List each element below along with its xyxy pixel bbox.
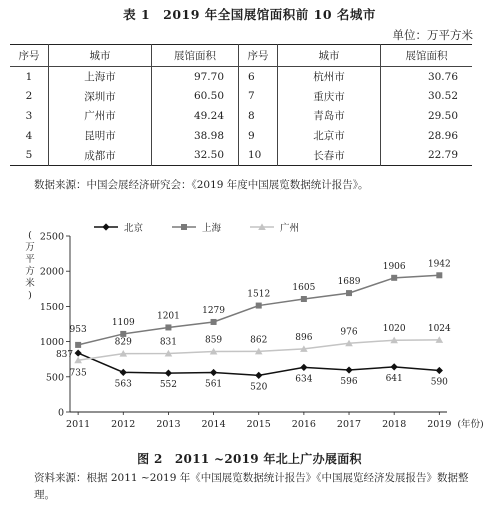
x-tick-label: 2013 — [156, 419, 181, 430]
data-label: 1605 — [292, 283, 316, 294]
header-rank-a: 序号 — [10, 45, 49, 67]
x-tick-label: 2018 — [382, 419, 407, 430]
data-point — [255, 372, 262, 379]
legend-label: 广州 — [280, 223, 300, 234]
data-point — [436, 272, 442, 278]
unit-label: 单位：万平方米 — [392, 28, 473, 42]
cell-city: 成都市 — [49, 145, 152, 165]
header-area-b: 展馆面积 — [381, 45, 473, 67]
cell-rank: 5 — [10, 145, 49, 165]
x-tick-label: 2019 — [427, 419, 452, 430]
y-tick-label: 1000 — [39, 337, 64, 349]
data-point — [391, 275, 397, 281]
data-label: 596 — [340, 377, 358, 388]
data-label: 896 — [295, 332, 313, 343]
data-point — [211, 319, 217, 325]
table-row — [10, 67, 472, 87]
table-header-row — [10, 45, 472, 67]
data-label: 1906 — [382, 261, 406, 272]
cell-rank: 7 — [239, 87, 278, 107]
data-label: 1689 — [337, 277, 361, 288]
data-label: 641 — [385, 373, 403, 384]
cell-city: 青岛市 — [278, 106, 381, 126]
data-point — [210, 369, 217, 376]
cell-city: 重庆市 — [278, 87, 381, 107]
table-title: 表 1 2019 年全国展馆面积前 10 名城市 — [123, 7, 376, 22]
data-point — [256, 303, 262, 309]
x-tick-label: 2014 — [201, 419, 226, 430]
data-point — [75, 349, 82, 356]
data-label: 563 — [114, 379, 132, 390]
y-tick-label: 2500 — [39, 231, 64, 243]
data-point — [165, 370, 172, 377]
cell-rank: 4 — [10, 126, 49, 146]
data-point — [301, 296, 307, 302]
cell-area: 32.50 — [152, 145, 239, 165]
header-rank-b: 序号 — [239, 45, 278, 67]
cell-area: 38.98 — [152, 126, 239, 146]
data-label: 976 — [340, 327, 358, 338]
chart-axes — [25, 230, 484, 430]
data-label: 859 — [204, 335, 223, 346]
x-tick-label: 2012 — [111, 419, 136, 430]
data-point — [120, 369, 127, 376]
data-point — [181, 224, 187, 230]
y-tick-label: 2000 — [39, 266, 64, 278]
data-point — [165, 324, 171, 330]
cell-rank: 6 — [239, 67, 278, 87]
data-point — [75, 342, 81, 348]
data-point — [346, 290, 352, 296]
cell-area: 22.79 — [427, 149, 458, 162]
x-tick-label: 2011 — [66, 419, 91, 430]
figure-source-note: 资料来源：根据 2011 ~2019 年《中国展览数据统计报告》《中国展览经济发展报告》数据整理。 — [34, 472, 469, 501]
cell-area: 30.76 — [427, 70, 458, 83]
table-row — [10, 145, 472, 165]
data-point — [102, 223, 109, 230]
cell-city: 深圳市 — [49, 87, 152, 107]
x-tick-label: 2015 — [246, 419, 271, 430]
cell-rank: 1 — [10, 67, 49, 87]
cell-rank: 3 — [10, 106, 49, 126]
data-label: 1024 — [427, 323, 451, 334]
table-row — [10, 87, 472, 107]
cell-area: 97.70 — [152, 67, 239, 87]
data-label: 1512 — [247, 289, 271, 300]
data-label: 590 — [430, 377, 448, 388]
y-tick-label: 1500 — [39, 301, 64, 313]
cell-city: 北京市 — [278, 126, 381, 146]
cell-area: 29.50 — [427, 109, 458, 122]
data-point — [436, 367, 443, 374]
cell-city: 杭州市 — [278, 67, 381, 87]
data-label: 831 — [159, 337, 178, 348]
header-city-b: 城市 — [278, 45, 381, 67]
y-axis-label: (万平方米) — [25, 230, 35, 301]
data-label: 1201 — [156, 311, 180, 322]
cell-city: 昆明市 — [49, 126, 152, 146]
header-area-a: 展馆面积 — [152, 45, 239, 67]
data-label: 829 — [114, 337, 132, 348]
data-label: 552 — [159, 380, 178, 391]
data-label: 1109 — [111, 317, 135, 328]
cell-area: 49.24 — [152, 106, 239, 126]
ranking-table — [10, 44, 472, 166]
legend-label: 北京 — [124, 223, 144, 234]
figure-caption: 图 2 2011 ~2019 年北上广办展面积 — [137, 452, 362, 466]
data-label: 1942 — [427, 259, 451, 270]
table-row — [10, 126, 472, 146]
legend-label: 上海 — [202, 223, 222, 234]
x-tick-label: 2017 — [336, 419, 362, 430]
cell-rank: 8 — [239, 106, 278, 126]
x-axis-label: (年份) — [457, 419, 484, 430]
cell-city: 广州市 — [49, 106, 152, 126]
table-row — [10, 106, 472, 126]
data-label: 862 — [250, 335, 268, 346]
data-point — [345, 366, 352, 373]
y-tick-label: 0 — [57, 407, 64, 419]
cell-city: 上海市 — [49, 67, 152, 87]
data-point — [391, 363, 398, 370]
chart-legend — [94, 222, 299, 234]
cell-area: 30.52 — [427, 90, 458, 103]
table-source-note: 数据来源：中国会展经济研究会：《2019 年度中国展览数据统计报告》。 — [34, 179, 369, 191]
cell-rank: 10 — [239, 145, 278, 165]
table-body — [10, 67, 472, 166]
series-0 — [56, 349, 448, 392]
data-label: 520 — [250, 382, 268, 393]
data-label: 1020 — [382, 324, 406, 335]
data-label: 735 — [69, 368, 87, 379]
data-label: 1279 — [202, 305, 226, 316]
data-point — [120, 331, 126, 337]
data-label: 837 — [55, 350, 74, 361]
cell-rank: 9 — [239, 126, 278, 146]
header-city-a: 城市 — [49, 45, 152, 67]
cell-city: 长春市 — [278, 145, 381, 165]
cell-area: 60.50 — [152, 87, 239, 107]
line-chart — [0, 206, 499, 446]
data-label: 953 — [69, 324, 87, 335]
data-label: 634 — [295, 374, 313, 385]
cell-rank: 2 — [10, 87, 49, 107]
y-tick-label: 500 — [45, 372, 64, 384]
x-tick-label: 2016 — [291, 419, 316, 430]
data-label: 561 — [204, 379, 223, 390]
data-point — [300, 364, 307, 371]
chart-series — [56, 259, 451, 392]
cell-area: 28.96 — [427, 129, 458, 142]
